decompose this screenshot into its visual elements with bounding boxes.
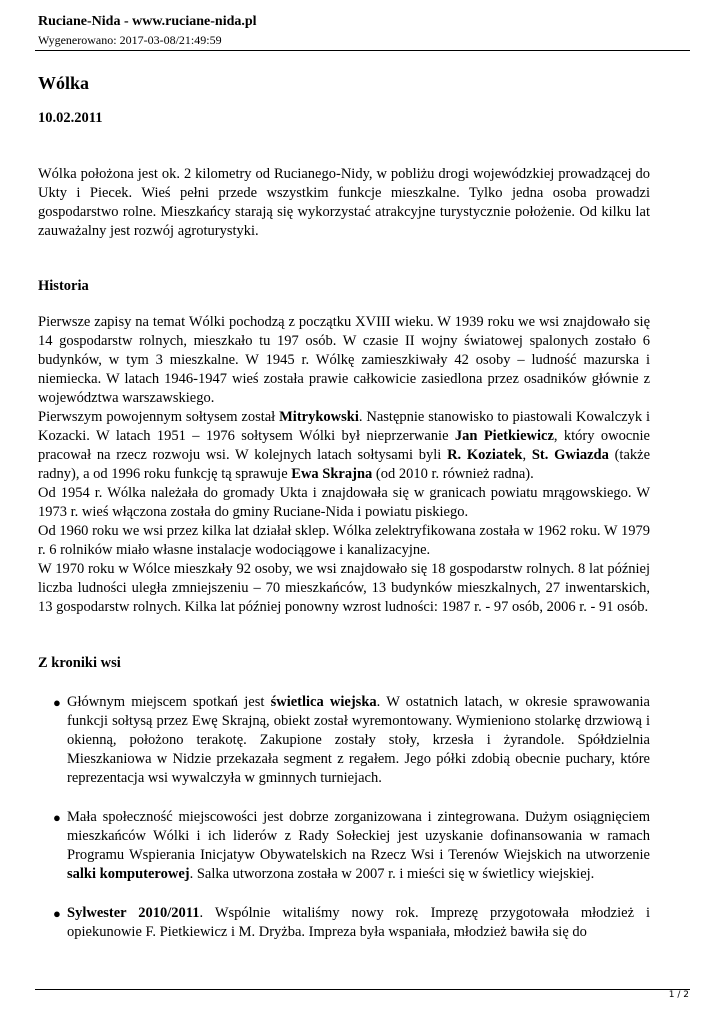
text-span: . Następnie stanowisko to piastowali Kowalczyk i Kozacki. W latach 1951 – 1976 sołtysem Wólki był nieprzerwanie xyxy=(38,409,651,444)
text-span: , xyxy=(522,447,532,463)
bold-term: świetlica wiejska xyxy=(270,694,377,710)
text-span: Głównym miejscem spotkań jest xyxy=(67,694,271,710)
text-span: (od 2010 r. również radna). xyxy=(372,466,534,482)
article-date: 10.02.2011 xyxy=(38,110,103,126)
bullet-icon: ● xyxy=(53,695,61,710)
bullet-icon: ● xyxy=(53,810,61,825)
intro-paragraph: Wólka położona jest ok. 2 kilometry od Rucianego-Nidy, w pobliżu drogi wojewódzkiej prowadzącej do Ukty i Piecek. Wieś pełni przede wszystkim funkcje mieszkalne. Tylko jedna osoba prowadzi gospodarstwo rolne. Mieszkańcy starają się wykorzystać atrakcyjne turystycznie położenie. Od kilku lat zauważalny jest rozwój agroturystyki. xyxy=(38,166,650,239)
history-paragraph: Od 1960 roku we wsi przez kilka lat działał sklep. Wólka zelektryfikowana została w 1962 roku. W 1979 r. 6 rolników miało własne instalacje wodociągowe i kanalizacyjne. xyxy=(38,523,650,558)
bold-name: R. Koziatek xyxy=(447,447,523,463)
text-span: (także radny), a od 1996 roku funkcję tą sprawuje xyxy=(38,447,651,482)
header-rule xyxy=(35,50,690,51)
page-number: 1 / 2 xyxy=(668,990,689,1000)
history-paragraph xyxy=(38,408,650,484)
history-paragraph: Pierwsze zapisy na temat Wólki pochodzą z początku XVIII wieku. W 1939 roku we wsi znajdowało się 14 gospodarstw rolnych, mieszkało tu 197 osób. W czasie II wojny światowej spalonych zostało 6 budynków, w tym 3 mieszkalne. W 1945 r. Wólkę zamieszkiwały 42 osoby – ludność mazurska i niemiecka. W latach 1946-1947 wieś została prawie całkowicie zasiedlona przez osadników głównie z województwa warszawskiego. xyxy=(38,314,650,406)
bold-term: Sylwester 2010/2011 xyxy=(67,905,200,921)
footer-rule xyxy=(35,989,690,990)
generated-timestamp: Wygenerowano: 2017-03-08/21:49:59 xyxy=(38,33,222,47)
text-span: Pierwszym powojennym sołtysem został xyxy=(38,409,280,425)
list-item xyxy=(53,693,650,788)
bold-term: salki komputerowej xyxy=(67,866,190,882)
text-span: . W ostatnich latach, w okresie sprawowania funkcji sołtysą przez Ewę Skrajną, obiekt został wyremontowany. Wymieniono stolarkę drzwiową i okienną, położono terakotę. Zakupione zostały stoły, krzesła i żyrandole. Spółdzielnia Mieszkaniowa w Nidzie przekazała segment z regałem. Jego półki zdobią obecnie puchary, które reprezentacja wsi wywalczyła w gminnych turniejach. xyxy=(67,694,650,786)
page-title: Wólka xyxy=(38,73,90,93)
list-item xyxy=(53,808,650,884)
history-paragraph: W 1970 roku w Wólce mieszkały 92 osoby, we wsi znajdowało się 18 gospodarstw rolnych. 8 lat później liczba ludności uległa zmniejszeniu – 70 mieszkańców, 13 budynków mieszkalnych, 27 inwentarskich, 13 gospodarstw rolnych. Kilka lat później ponowny wzrost ludności: 1987 r. - 97 osób, 2006 r. - 91 osób. xyxy=(38,561,650,615)
bold-name: St. Gwiazda xyxy=(531,447,609,463)
bold-name: Ewa Skrajna xyxy=(291,466,373,482)
text-span: , który owocnie pracował na rzecz rozwoju wsi. W kolejnych latach sołtysami byli xyxy=(38,428,650,463)
history-heading: Historia xyxy=(38,278,89,294)
article-content xyxy=(38,66,650,962)
text-span: . Salka utworzona została w 2007 r. i mieści się w świetlicy wiejskiej. xyxy=(189,866,595,882)
text-span: Mała społeczność miejscowości jest dobrze zorganizowana i zintegrowana. Dużym osiągnięciem mieszkańców Wólki i ich liderów z Rady Sołeckiej jest uzyskanie dofinansowania w ramach Programu Wspierania Inicjatyw Obywatelskich na Rzecz Wsi i Terenów Wiejskich na utworzenie xyxy=(67,809,650,863)
history-section xyxy=(38,313,650,617)
history-paragraph: Od 1954 r. Wólka należała do gromady Ukta i znajdowała się w granicach powiatu mrągowskiego. W 1973 r. wieś włączona została do gminy Ruciane-Nida i powiatu piskiego. xyxy=(38,485,650,520)
bold-name: Mitrykowski xyxy=(279,409,359,425)
bullet-icon: ● xyxy=(53,906,61,921)
list-item xyxy=(53,904,650,942)
text-span: . Wspólnie witaliśmy nowy rok. Imprezę przygotowała młodzież i opiekunowie F. Pietkiewicz i M. Dryżba. Impreza była wspaniała, młodzież bawiła się do xyxy=(67,905,650,940)
page-header xyxy=(38,14,690,48)
chronicle-list xyxy=(38,693,650,942)
chronicle-heading: Z kroniki wsi xyxy=(38,655,121,671)
site-title: Ruciane-Nida - www.ruciane-nida.pl xyxy=(38,14,257,29)
bold-name: Jan Pietkiewicz xyxy=(454,428,554,444)
